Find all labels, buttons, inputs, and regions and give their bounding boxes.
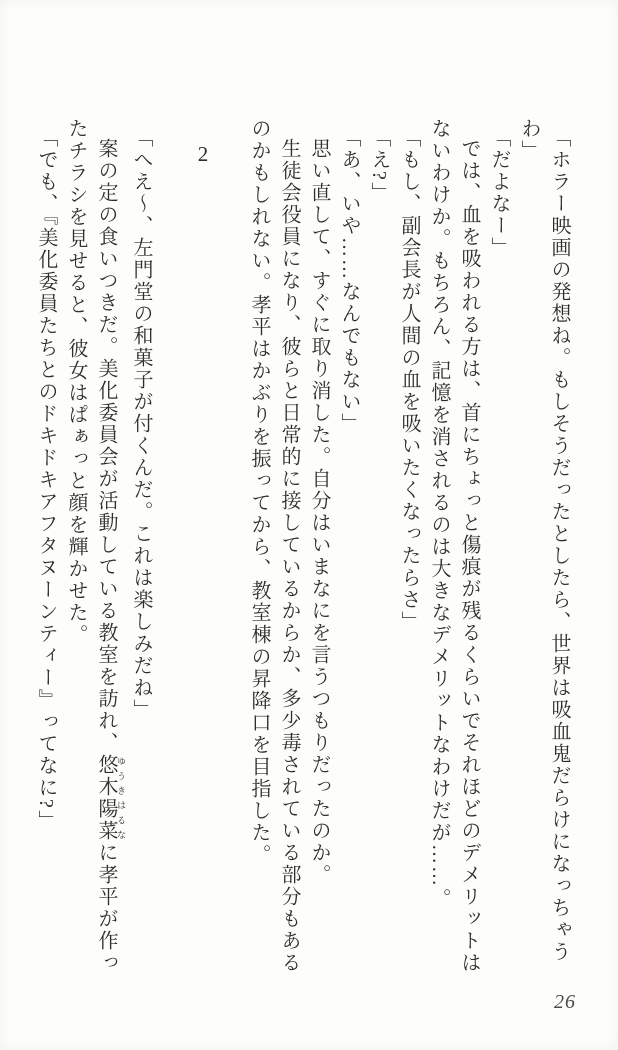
ruby-annotated-name: 陽菜 はるな: [95, 798, 126, 842]
section-number: 2: [191, 142, 215, 166]
ruby-annotated-name: 悠木 ゆうき: [95, 754, 126, 798]
paragraph-dialogue: 「もし、副会長が人間の血を吸いたくなったらさ」: [398, 127, 420, 633]
paragraph-dialogue: 「ホラー映画の発想ね。もしそうだったとしたら、世界は吸血鬼だらけになっちゃうわ」: [518, 118, 570, 963]
paragraph-dialogue: 「だよなー」: [488, 127, 510, 259]
paragraph-narration: 生徒会役員になり、彼らと日常的に接しているからか、多少毒されている部分もあるのかもしれない。孝平はかぶりを振ってから、教室棟の昇降口を目指した。: [248, 118, 300, 974]
paragraph-dialogue: 「でも、『美化委員たちとのドキドキアフタヌーンティー』ってなに?」: [35, 127, 57, 832]
page-number: 26: [554, 991, 576, 1013]
vertical-text-block: [31, 118, 574, 992]
paragraph-dialogue: 「え?」: [368, 127, 390, 204]
paragraph-narration: では、血を吸われる方は、首にちょっと傷痕が残るくらいでそれほどのデメリットはないわけか。もちろん、記憶を消されるのは大きなデメリットなわけだが……。: [428, 118, 480, 974]
paragraph-narration: 思い直して、すぐに取り消した。自分はいまなにを言うつもりだったのか。: [308, 138, 330, 886]
paragraph-narration: 案の定の食いつきだ。美化委員会が活動している教室を訪れ、悠木 ゆうき陽菜 はるなに孝平が作ったチラシを見せると、彼女はぱぁっと顔を輝かせた。: [65, 118, 126, 974]
paragraph-dialogue: 「へえ〜、左門堂の和菓子が付くんだ。これは楽しみだね」: [130, 127, 152, 721]
paragraph-dialogue: 「あ、いや……なんでもない」: [338, 127, 360, 435]
